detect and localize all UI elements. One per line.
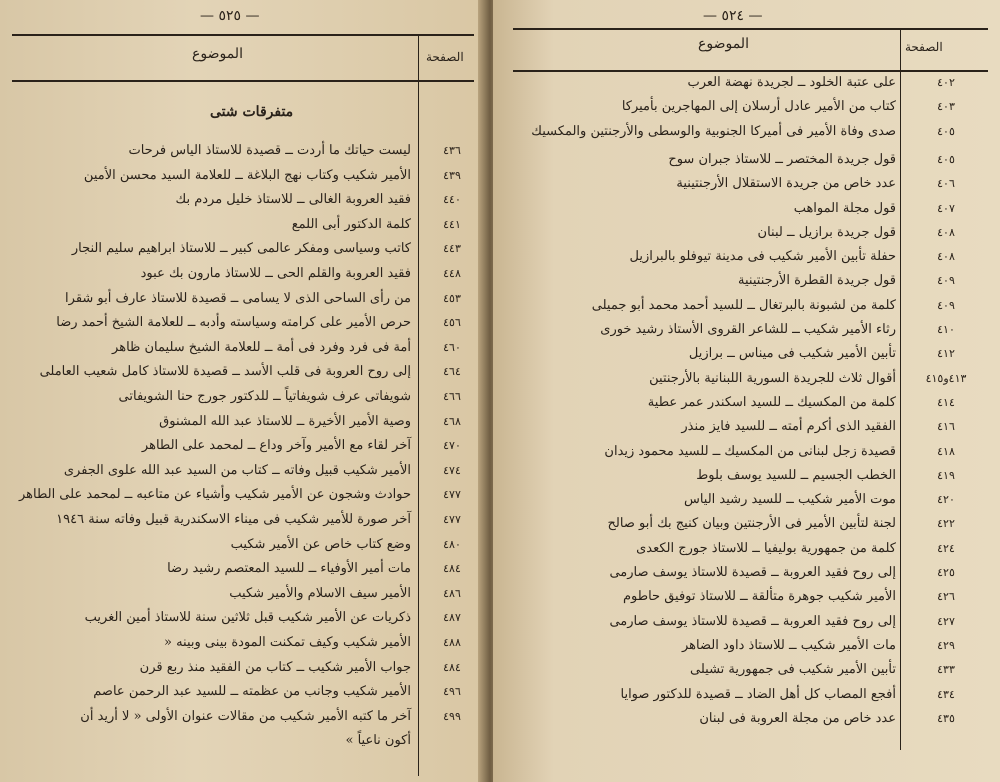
entry-page-number: ٤٩٩ [443,709,461,723]
entry-title: رثاء الأمير شكيب ــ للشاعر القروى الأستاذ رشيد خورى [600,322,896,337]
entry-title: الأمير شكيب قبيل وفاته ــ كتاب من السيد عبد الله علوى الجفرى [63,462,411,478]
entry-title: آخر لقاء مع الأمير وآخر وداع ــ لمحمد على الطاهر [141,438,411,454]
entry-page-number: ٤٠٢ [937,76,955,89]
entry-title: قول جريدة المختصر ــ للاستاذ جبران سوح [668,151,896,167]
entry-page-number: ٤٥٣ [443,291,461,305]
entry-page-number: ٤٠٧ [937,201,955,215]
entry-page-number: ٤٨٧ [443,611,461,625]
entry-page-number: ٤٦٦ [443,390,461,403]
entry-page-number: ٤٠٨ [937,225,955,239]
entry-title: إلى روح فقيد العروبة ــ قصيدة للاستاذ يوسف صارمى [609,565,896,580]
top-rule [12,34,474,36]
entry-title: الأمير شكيب وكتاب نهج البلاغة ــ للعلامة السيد محسن الأمين [83,167,411,183]
entry-page-number: ٤٣٣ [937,663,955,677]
page-header: الصفحة [905,40,943,54]
page-number: — ٥٢٤ — [703,8,763,24]
entry-title: كلمة من المكسيك ــ للسيد اسكندر عمر عطية [647,394,896,410]
entry-page-number: ٤٤٨ [443,267,461,280]
entry-title: الفقيد الذى أكرم أمته ــ للسيد فايز منذر [681,419,896,435]
entry-title: كاتب وسياسى ومفكر عالمى كبير ــ للاستاذ ابراهيم سليم النجار [71,241,411,257]
entry-page-number: ٤٦٠ [443,340,461,354]
entry-title: أفجع المصاب كل أهل الضاد ــ قصيدة للدكتور صوايا [620,686,896,702]
entry-page-number: ٤٠٥ [937,152,955,166]
entry-title: فقيد العروبة والقلم الحى ــ للاستاذ مارون بك عبود [140,266,411,281]
entry-title: ليست حياتك ما أردت ــ قصيدة للاستاذ الياس فرحات [128,143,411,158]
entry-title: مات أمير الأوفياء ــ للسيد المعتصم رشيد رضا [167,561,411,577]
entry-page-number: ٤٤٣ [443,242,461,256]
entry-title: جواب الأمير شكيب ــ كتاب من الفقيد منذ ربع قرن [139,659,411,675]
entry-title: الأمير شكيب وجانب من عظمته ــ للسيد عبد الرحمن عاصم [93,684,411,700]
entry-page-number: ٤٦٨ [443,414,461,428]
entry-title: كلمة الدكتور أبى اللمع [291,216,411,232]
entry-page-number: ٤٥٦ [443,316,461,330]
entry-page-number: ٤٤١ [443,217,461,231]
entry-title: فقيد العروبة الغالى ــ للاستاذ خليل مردم بك [175,192,411,208]
entry-page-number: ٤٣٩ [443,168,461,182]
entry-page-number: ٤٣٦ [443,144,461,157]
entry-title: تأبين الأمير شكيب فى جمهورية تشيلى [690,662,896,678]
entry-title: وصية الأمير الأخيرة ــ للاستاذ عبد الله المشنوق [159,413,411,429]
entry-title: وضع كتاب خاص عن الأمير شكيب [230,536,411,552]
header-rule [513,70,988,72]
page-number: — ٥٢٥ — [200,8,260,24]
entry-page-number: ٤٧٧ [443,488,461,502]
entry-title: الخطب الجسيم ــ للسيد يوسف بلوط [696,467,896,483]
entry-page-number: ٤١٨ [937,444,955,458]
section-title: متفرقات شتى [210,104,294,120]
entry-page-number: ٤٣٤ [937,687,955,701]
entry-title: قول جريدة برازيل ــ لبنان [757,224,896,240]
entry-page-number: ٤٧٧ [443,513,461,526]
subject-header: الموضوع [192,46,243,62]
entry-title: كلمة من لشبونة بالبرتغال ــ للسيد أحمد محمد أبو جميلى [591,297,896,313]
entry-title: حفلة تأبين الأمير شكيب فى مدينة تيوفلو بالبرازيل [629,249,896,265]
entry-page-number: ٤١٠ [937,323,955,336]
entry-title: تأبين الأمير شكيب فى ميناس ــ برازيل [688,346,896,362]
entry-title: قول جريدة القطرة الأرجنتينية [738,273,896,289]
entry-page-number: ٤٨٦ [443,586,461,600]
entry-page-number: ٤٠٨ [937,250,955,264]
entry-title: الأمير سيف الاسلام والأمير شكيب [229,585,411,601]
entry-title: آخر ما كتبه الأمير شكيب من مقالات عنوان الأولى « لا أريد أن [80,708,411,724]
entry-page-number: ٤٢٠ [937,493,955,507]
entry-page-number: ٤٠٥ [937,124,955,138]
entry-page-number: ٤٢٢ [937,517,955,531]
entry-title: مات الأمير شكيب ــ للاستاذ داود الضاهر [681,637,896,653]
header-rule [12,80,474,82]
entry-title: قصيدة زجل لبنانى من المكسيك ــ للسيد محمود زيدان [604,443,896,459]
subject-header: الموضوع [698,36,749,52]
top-rule [513,28,988,30]
entry-title: على عتبة الخلود ــ لجريدة نهضة العرب [687,75,896,90]
entry-title: موت الأمير شكيب ــ للسيد رشيد الياس [683,492,896,508]
entry-title: لجنة لتأبين الأمير فى الأرجنتين وبيان كنيج بك أبو صالح [607,516,896,532]
entry-title: كلمة من جمهورية بوليفيا ــ للاستاذ جورج الكعدى [636,540,896,556]
entry-title: عدد خاص من مجلة العروبة فى لبنان [699,710,896,726]
entry-page-number: ٤٦٤ [443,365,461,379]
entry-page-number: ٤١٢ [937,347,955,361]
entry-page-number: ٤٤٠ [443,193,461,207]
right-page [493,0,1000,782]
entry-page-number: ٤٨٠ [443,537,461,551]
entry-page-number: ٤٧٤ [443,463,461,477]
entry-title: قول مجلة المواهب [793,200,896,216]
left-page [0,0,487,782]
entry-page-number: ٤١٦ [937,420,955,434]
entry-title: كتاب من الأمير عادل أرسلان إلى المهاجرين بأميركا [621,99,896,115]
entry-title: أكون ناعياً » [345,733,411,749]
entry-title: أقوال ثلاث للجريدة السورية اللبنانية بالأرجنتين [649,370,896,386]
entry-title: ذكريات عن الأمير شكيب قبل ثلاثين سنة للاستاذ أمين الغريب [84,610,411,626]
entry-page-number: ٤٠٦ [937,177,955,191]
entry-title: حوادث وشجون عن الأمير شكيب وأشياء عن متاعبه ــ لمحمد على الطاهر [18,487,411,503]
entry-title: أمة فى فرد وفرد فى أمة ــ للعلامة الشيخ سليمان ظاهر [112,339,411,355]
entry-title: إلى روح العروبة فى قلب الأسد ــ قصيدة للاستاذ كامل شعيب العاملى [39,364,411,380]
entry-page-number: ٤٣٥ [937,711,955,725]
entry-page-number: ٤٨٤ [443,562,461,576]
entry-page-number: ٤٠٩ [937,274,955,288]
entry-page-number: ٤٠٣ [937,100,955,114]
entry-page-number: ٤٨٨ [443,636,461,649]
entry-title: حرص الأمير على كرامته وسياسته وأدبه ــ للعلامة الشيخ أحمد رضا [56,315,411,331]
entry-page-number: ٤٩٦ [443,685,461,699]
entry-page-number: ٤٨٤ [443,660,461,674]
entry-page-number: ٤٢٦ [937,590,955,604]
entry-title: إلى روح فقيد العروبة ــ قصيدة للاستاذ يوسف صارمى [609,613,896,629]
entry-title: آخر صورة للأمير شكيب فى ميناء الاسكندرية قبيل وفاته سنة ١٩٤٦ [56,512,411,527]
entry-page-number: ٤٢٩ [937,638,955,652]
entry-page-number: ٤١٩ [937,468,955,482]
entry-page-number: ٤١٣و٤١٥ [925,371,967,385]
entry-title: من رأى الساحى الذى لا يسامى ــ قصيدة للاستاذ عارف أبو شقرا [65,290,411,306]
entry-page-number: ٤٢٤ [937,541,955,555]
entry-page-number: ٤١٤ [937,395,955,409]
entry-title: صدى وفاة الأمير فى أميركا الجنوبية والوسطى والأرجنتين والمكسيك [531,123,896,139]
page-header: الصفحة [426,50,464,64]
entry-title: الأمير شكيب جوهرة متألقة ــ للاستاذ توفيق حاطوم [622,589,896,605]
entry-page-number: ٤٢٥ [937,566,955,579]
entry-page-number: ٤٢٧ [937,614,955,628]
entry-page-number: ٤٠٩ [937,298,955,312]
entry-page-number: ٤٧٠ [443,439,461,453]
entry-title: شويفاتى عرف شويفاتياً ــ للدكتور جورج حنا الشويفاتى [118,389,411,404]
entry-title: الأمير شكيب وكيف تمكنت المودة بينى وبينه « [164,635,411,650]
entry-title: عدد خاص من جريدة الاستقلال الأرجنتينية [676,176,896,192]
